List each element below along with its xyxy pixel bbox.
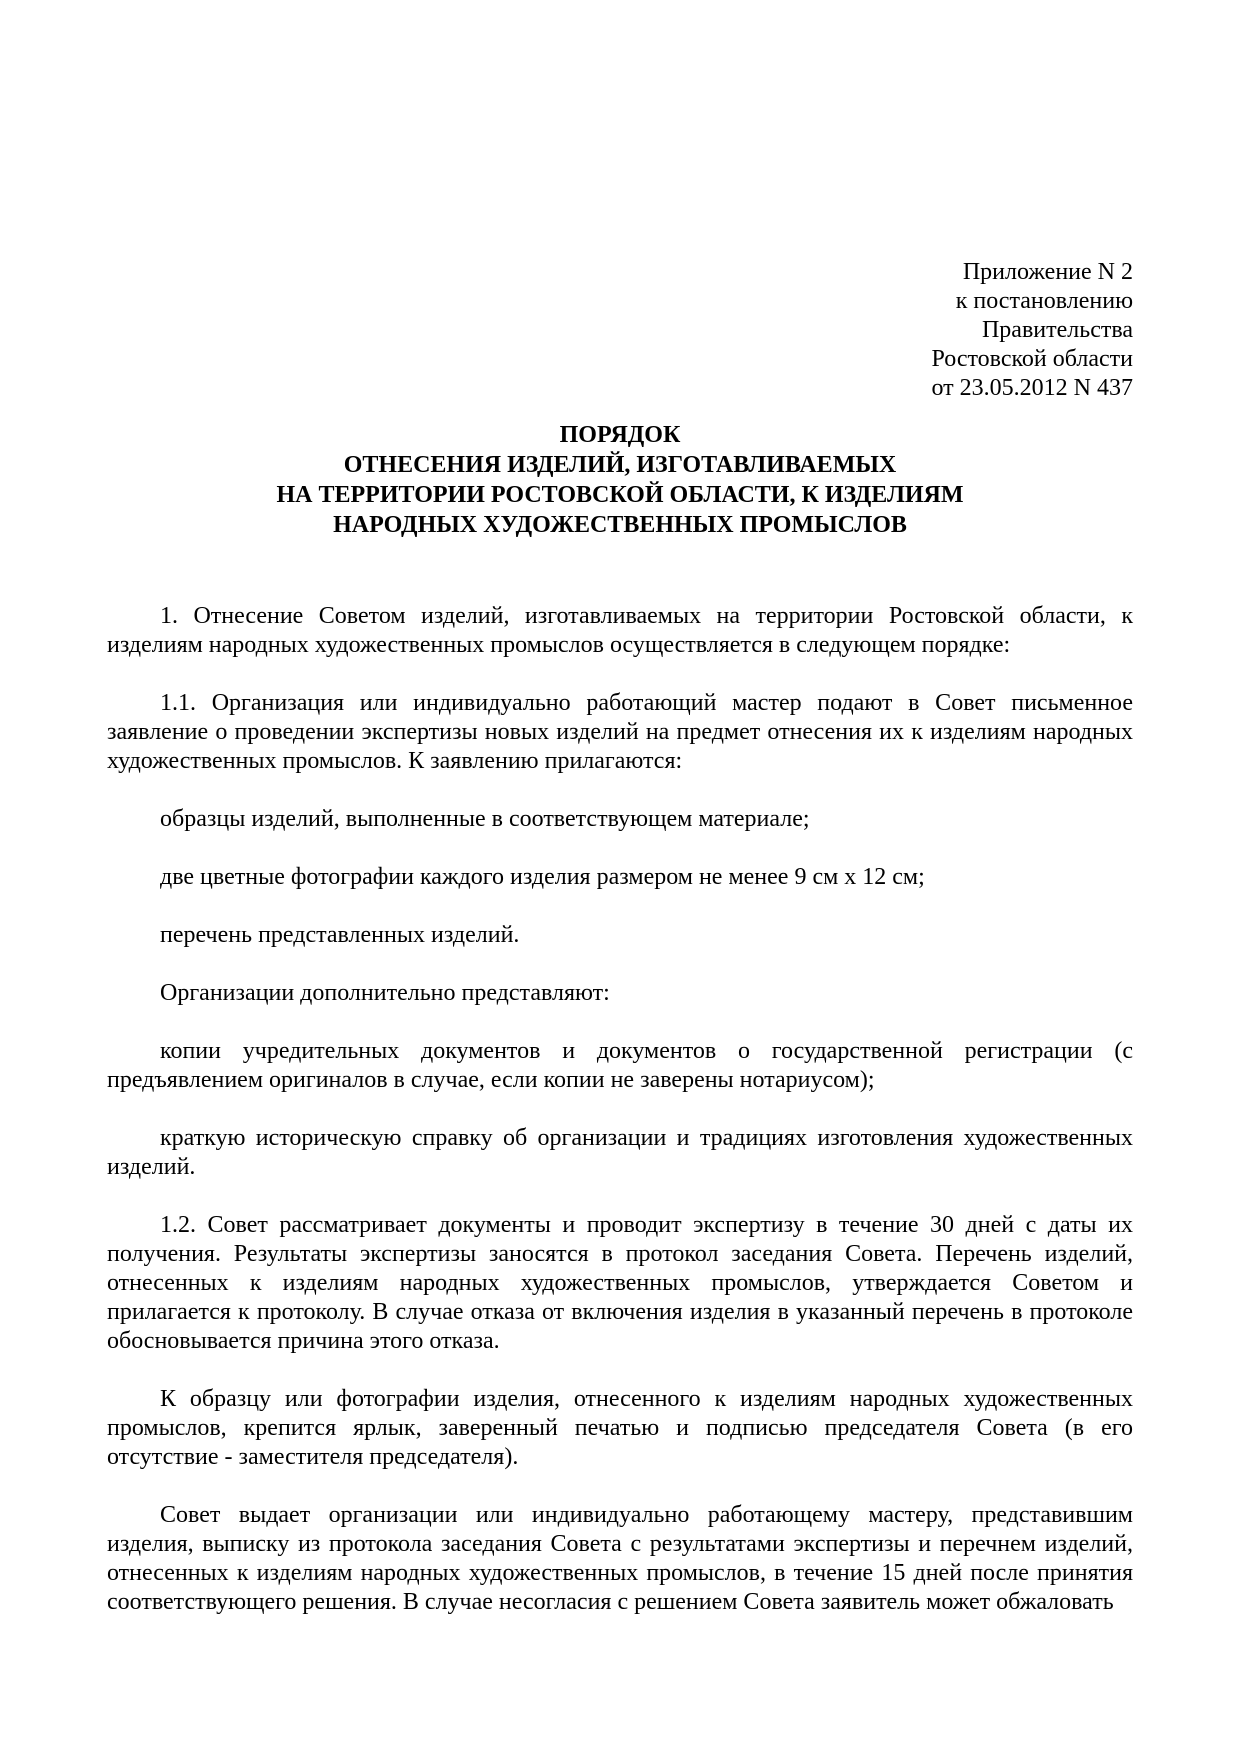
paragraph-list-item-copies: копии учредительных документов и документов о государственной регистрации (с предъявлением оригиналов в случае, если копии не заверены нотариусом);: [107, 1038, 1133, 1093]
paragraph-list-item-history: краткую историческую справку об организации и традициях изготовления художественных изделий.: [107, 1125, 1133, 1180]
title-line-2: ОТНЕСЕНИЯ ИЗДЕЛИЙ, ИЗГОТАВЛИВАЕМЫХ: [343, 452, 897, 478]
title-line-4: НАРОДНЫХ ХУДОЖЕСТВЕННЫХ ПРОМЫСЛОВ: [333, 512, 907, 538]
paragraph-extract-issue: Совет выдает организации или индивидуально работающему мастеру, представившим изделия, выписку из протокола заседания Совета с результатами экспертизы и перечнем изделий, отнесенных к изделиям народных художественных промыслов, в течение 15 дней после принятия соответствующего решения. В случае несогласия с решением Совета заявитель может обжаловать: [107, 1502, 1133, 1615]
header-line-date-number: от 23.05.2012 N 437: [931, 375, 1133, 401]
header-line-appendix-number: Приложение N 2: [962, 259, 1133, 285]
paragraph-list-item-photos: две цветные фотографии каждого изделия размером не менее 9 см x 12 см;: [160, 864, 925, 890]
title-line-3: НА ТЕРРИТОРИИ РОСТОВСКОЙ ОБЛАСТИ, К ИЗДЕЛИЯМ: [276, 482, 964, 508]
title-line-1: ПОРЯДОК: [559, 422, 681, 448]
header-line-government: Правительства: [981, 317, 1133, 343]
paragraph-1: 1. Отнесение Советом изделий, изготавливаемых на территории Ростовской области, к изделиям народных художественных промыслов осуществляется в следующем порядке:: [107, 603, 1133, 658]
paragraph-orgs-additional: Организации дополнительно представляют:: [160, 980, 610, 1006]
appendix-header: [107, 258, 1133, 403]
paragraph-1-2: 1.2. Совет рассматривает документы и проводит экспертизу в течение 30 дней с даты их получения. Результаты экспертизы заносятся в протокол заседания Совета. Перечень изделий, отнесенных к изделиям народных художественных промыслов, утверждается Советом и прилагается к протоколу. В случае отказа от включения изделия в указанный перечень в протоколе обосновывается причина этого отказа.: [107, 1212, 1133, 1354]
paragraph-list-item-samples: образцы изделий, выполненные в соответствующем материале;: [160, 806, 810, 832]
paragraph-list-item-register: перечень представленных изделий.: [160, 922, 520, 948]
header-line-to-resolution: к постановлению: [955, 288, 1133, 314]
document-title: [107, 420, 1133, 540]
header-line-region: Ростовской области: [931, 346, 1133, 372]
paragraph-label-seal: К образцу или фотографии изделия, отнесенного к изделиям народных художественных промыслов, крепится ярлык, заверенный печатью и подписью председателя Совета (в его отсутствие - заместителя председателя).: [107, 1386, 1133, 1470]
document-body: [107, 602, 1133, 1617]
paragraph-1-1: 1.1. Организация или индивидуально работающий мастер подают в Совет письменное заявление о проведении экспертизы новых изделий на предмет отнесения их к изделиям народных художественных промыслов. К заявлению прилагаются:: [107, 690, 1133, 774]
